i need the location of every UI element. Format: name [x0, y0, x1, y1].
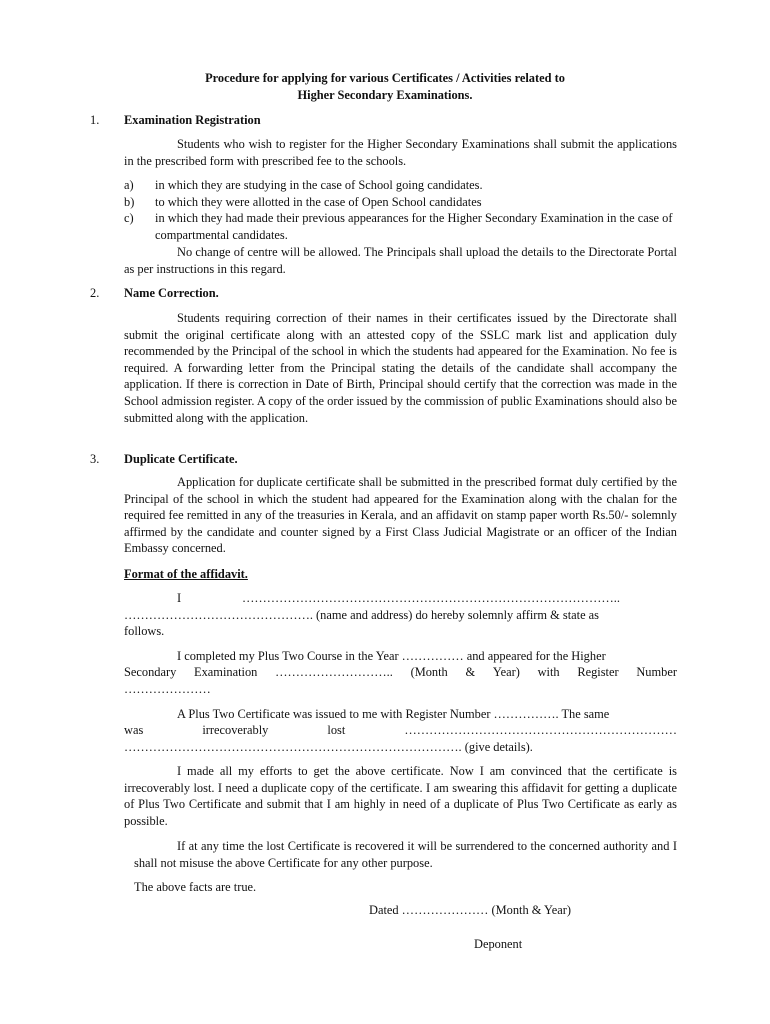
title-line-2: Higher Secondary Examinations. — [297, 88, 473, 102]
word: irrecoverably — [202, 723, 269, 737]
affidavit-dated: Dated ………………… (Month & Year) — [369, 903, 572, 917]
section-number: 3. — [90, 452, 100, 466]
word: (Month — [410, 665, 448, 679]
list-marker: b) — [124, 194, 135, 209]
word: was — [124, 723, 144, 737]
affidavit-dots: ……………………………………………………………………………….. — [242, 591, 620, 605]
list-text: to which they were allotted in the case of Open School candidates — [155, 194, 482, 209]
affidavit-name-line: ………………………………………. (name and address) do hereby solemnly affirm & state as — [124, 608, 600, 622]
word: with — [537, 665, 560, 679]
word: & — [465, 665, 476, 679]
section-title: Duplicate Certificate. — [124, 452, 238, 466]
affidavit-exam-line — [124, 664, 677, 681]
list-item — [124, 177, 677, 194]
affidavit-follows: follows. — [124, 624, 165, 638]
affidavit-register-dots: ………………… — [124, 682, 211, 696]
dots: ………………………………………………………… — [404, 723, 677, 737]
list-text: in which they had made their previous appearances for the Higher Secondary Examination in the case of compartmental candidates. — [155, 211, 673, 242]
section-title: Examination Registration — [124, 113, 261, 127]
section-3-body: Application for duplicate certificate shall be submitted in the prescribed format duly certified by the Principal of the school in which the student had appeared for the Examination along with the chalan for the required fee remitted in any of the treasuries in Kerala, and an affidavit on stamp paper worth Rs.50/- solemnly affirmed by the candidate and counter signed by a First Class Judicial Magistrate or an officer of the Indian Embassy concerned. — [124, 475, 677, 556]
affidavit-recovery-paragraph: If at any time the lost Certificate is recovered it will be surrendered to the concerned authority and I shall not misuse the above Certificate for any other purpose. — [134, 839, 677, 870]
word: lost — [327, 723, 346, 737]
affidavit-year-line: I completed my Plus Two Course in the Year …………… and appeared for the Higher — [177, 649, 606, 663]
section-2-heading — [90, 285, 219, 302]
affidavit-lost-line — [124, 722, 677, 739]
section-number: 2. — [90, 286, 100, 300]
section-2-body: Students requiring correction of their names in their certificates issued by the Directorate shall submit the original certificate along with an attested copy of the SSLC mark list and application duly recommended by the Principal of the school in which the students had appeared for the Examination. No fee is required. A forwarding letter from the Principal stating the details of the candidate shall accompany the application. If there is correction in Date of Birth, Principal should certify that the correction was made in the School admission register. A copy of the order issued by the commission of public Examinations should also be submitted along with the application. — [124, 311, 677, 425]
affidavit-facts-true: The above facts are true. — [134, 880, 257, 894]
word: Register — [577, 665, 619, 679]
word: Year) — [492, 665, 520, 679]
list-item — [124, 194, 677, 211]
affidavit-heading: Format of the affidavit. — [124, 567, 248, 581]
section-1-closing: No change of centre will be allowed. The Principals shall upload the details to the Directorate Portal as per instructions in this regard. — [124, 245, 677, 276]
dots: ……………………….. — [275, 665, 393, 679]
list-text: in which they are studying in the case of School going candidates. — [155, 178, 483, 192]
list-item — [124, 210, 677, 243]
title-line-1: Procedure for applying for various Certificates / Activities related to — [205, 71, 565, 85]
section-3-heading — [90, 451, 238, 468]
list-marker: a) — [124, 178, 134, 192]
affidavit-line-i: I — [177, 591, 182, 605]
word: Number — [636, 665, 677, 679]
section-number: 1. — [90, 113, 100, 127]
list-marker: c) — [124, 211, 134, 226]
section-title: Name Correction. — [124, 286, 219, 300]
affidavit-efforts-paragraph: I made all my efforts to get the above certificate. Now I am convinced that the certificate is irrecoverably lost. I need a duplicate copy of the certificate. I am swearing this affidavit for getting a duplicate of Plus Two Certificate and submit that I am highly in need of a duplicate of Plus Two Certificate as early as possible. — [124, 764, 677, 828]
affidavit-deponent: Deponent — [474, 937, 523, 951]
affidavit-issued-line: A Plus Two Certificate was issued to me with Register Number ……………. The same — [177, 707, 610, 721]
section-1-intro: Students who wish to register for the Higher Secondary Examinations shall submit the applications in the prescribed form with prescribed fee to the schools. — [124, 137, 677, 168]
document-title — [0, 70, 770, 104]
section-1-list — [124, 177, 677, 243]
word: Examination — [194, 665, 258, 679]
word: Secondary — [124, 665, 177, 679]
affidavit-details-line: ………………………………………………………………………. (give details). — [124, 740, 533, 754]
section-1-heading — [90, 112, 261, 129]
